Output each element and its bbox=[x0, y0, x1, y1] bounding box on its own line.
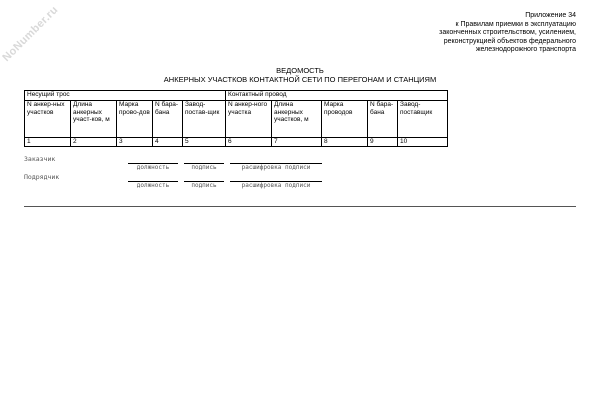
column-number: 2 bbox=[71, 138, 117, 147]
column-header: Длина анкерных участков, м bbox=[272, 101, 322, 138]
appendix-line: Приложение 34 bbox=[525, 12, 576, 19]
column-number: 10 bbox=[398, 138, 448, 147]
column-header: N анкер-ного участка bbox=[226, 101, 272, 138]
column-header: Марка проводов bbox=[322, 101, 368, 138]
contractor-position-caption: должность bbox=[136, 182, 170, 189]
appendix-line: железнодорожного транспорта bbox=[475, 46, 576, 54]
column-header: N анкер-ных участков bbox=[25, 101, 71, 138]
page-divider bbox=[24, 206, 576, 207]
table-group-row bbox=[25, 91, 448, 101]
title-line-1: ВЕДОМОСТЬ bbox=[276, 66, 324, 75]
column-number: 8 bbox=[322, 138, 368, 147]
column-header: N бара-бана bbox=[368, 101, 398, 138]
column-header: Завод-постав-щик bbox=[183, 101, 226, 138]
column-number: 7 bbox=[272, 138, 322, 147]
column-number: 9 bbox=[368, 138, 398, 147]
column-header: Марка прово-дов bbox=[117, 101, 153, 138]
customer-position-caption: должность bbox=[136, 164, 170, 171]
table-number-row bbox=[25, 138, 448, 147]
table-header-row bbox=[25, 101, 448, 138]
appendix-line: законченных строительством, усилением, bbox=[439, 29, 576, 37]
customer-decoding-caption: расшифровка подписи bbox=[241, 164, 311, 171]
appendix-line: к Правилам приемки в эксплуатацию bbox=[455, 20, 576, 28]
group-header-contact-wire: Контактный провод bbox=[226, 91, 448, 101]
column-header: Завод-поставщик bbox=[398, 101, 448, 138]
customer-signature-caption: подпись bbox=[191, 164, 217, 171]
appendix-note bbox=[439, 12, 576, 55]
column-number: 6 bbox=[226, 138, 272, 147]
anchor-sections-table bbox=[24, 90, 448, 147]
title-line-2: АНКЕРНЫХ УЧАСТКОВ КОНТАКТНОЙ СЕТИ ПО ПЕРЕГОНАМ И СТАНЦИЯМ bbox=[163, 75, 437, 84]
group-header-carrier-cable: Несущий трос bbox=[25, 91, 226, 101]
contractor-signature-caption: подпись bbox=[191, 182, 217, 189]
column-number: 1 bbox=[25, 138, 71, 147]
appendix-line: реконструкцией объектов федерального bbox=[443, 37, 576, 45]
column-number: 5 bbox=[183, 138, 226, 147]
contractor-label: Подрядчик bbox=[24, 173, 60, 181]
contractor-decoding-caption: расшифровка подписи bbox=[241, 182, 311, 189]
column-header: Длина анкерных участ-ков, м bbox=[71, 101, 117, 138]
customer-label: Заказчик bbox=[24, 155, 56, 163]
column-number: 3 bbox=[117, 138, 153, 147]
watermark: NoNumber.ru bbox=[0, 3, 61, 65]
document-title bbox=[0, 66, 600, 84]
column-number: 4 bbox=[153, 138, 183, 147]
column-header: N бара-бана bbox=[153, 101, 183, 138]
